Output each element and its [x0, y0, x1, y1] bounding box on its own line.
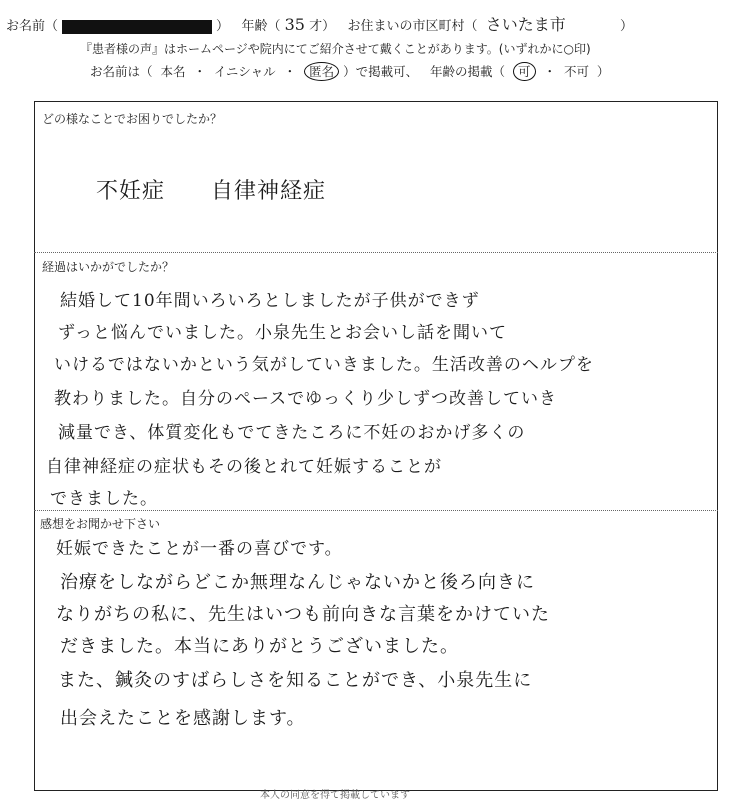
option-separator: ・: [283, 64, 297, 79]
header-info-line: [6, 12, 633, 35]
q2-answer-line: できました。: [50, 489, 158, 509]
age-option-ok-circled: 可: [513, 62, 536, 81]
q2-answer-line: 結婚して10年間いろいろとしましたが子供ができず: [60, 291, 480, 311]
q2-answer-line: ずっと悩んでいました。小泉先生とお会いし話を聞いて: [58, 323, 507, 343]
name-pub-label: お名前は（: [90, 64, 153, 79]
publication-options: [90, 62, 609, 80]
address-close: ）: [619, 19, 633, 34]
q3-label: 感想をお聞かせ下さい: [40, 517, 161, 531]
age-value: 35: [284, 15, 305, 34]
age-option-ng: 不可: [563, 64, 589, 79]
name-close: ）: [216, 19, 230, 34]
q3-answer-line: 出会えたことを感謝します。: [60, 708, 306, 729]
name-option-anon-circled: 匿名: [304, 62, 339, 81]
q2-answer-line: 教わりました。自分のペースでゆっくり少しずつ改善していき: [54, 389, 557, 409]
name-label: お名前（: [6, 19, 59, 34]
publication-notice: 『患者様の声』はホームページや院内にてご紹介させて戴くことがあります。(いずれかに○印): [80, 42, 591, 56]
q1-label: どの様なことでお困りでしたか？: [42, 112, 223, 126]
footer-note: 本人の同意を得て掲載しています: [260, 790, 410, 801]
q3-answer-line: なりがちの私に、先生はいつも前向きな言葉をかけていた: [56, 604, 550, 625]
q2-answer-line: 減量でき、体質変化もでてきたころに不妊のおかげ多くの: [58, 423, 526, 443]
section-divider: [34, 252, 718, 253]
name-option-initial: イニシャル: [213, 64, 276, 79]
q2-answer-line: いけるではないかという気がしていきました。生活改善のヘルプを: [54, 355, 594, 375]
name-pub-tail: ）で掲載可、: [343, 64, 419, 79]
age-pub-close: ）: [596, 64, 610, 79]
section-divider: [34, 510, 718, 511]
option-separator: ・: [543, 64, 556, 79]
age-label: 年齢（: [241, 19, 281, 34]
q2-label: 経過はいかがでしたか？: [42, 260, 175, 274]
q3-answer-line: また、鍼灸のすばらしさを知ることができ、小泉先生に: [58, 670, 533, 691]
q3-answer-line: だきました。本当にありがとうございました。: [60, 636, 459, 657]
name-option-real: 本名: [160, 64, 186, 79]
q3-answer-line: 治療をしながらどこか無理なんじゃないかと後ろ向きに: [60, 572, 535, 593]
name-redaction: [62, 20, 212, 34]
q3-answer-line: 妊娠できたことが一番の喜びです。: [56, 539, 343, 559]
address-value: さいたま市: [485, 15, 566, 34]
q2-answer-line: 自律神経症の症状もその後とれて妊娠することが: [46, 457, 442, 477]
address-label: お住まいの市区町村（: [347, 19, 478, 34]
age-pub-label: 年齢の掲載（: [430, 64, 506, 79]
option-separator: ・: [193, 64, 206, 79]
q1-answer-line: 不妊症 自律神経症: [96, 179, 327, 204]
age-unit: 才）: [309, 19, 336, 34]
